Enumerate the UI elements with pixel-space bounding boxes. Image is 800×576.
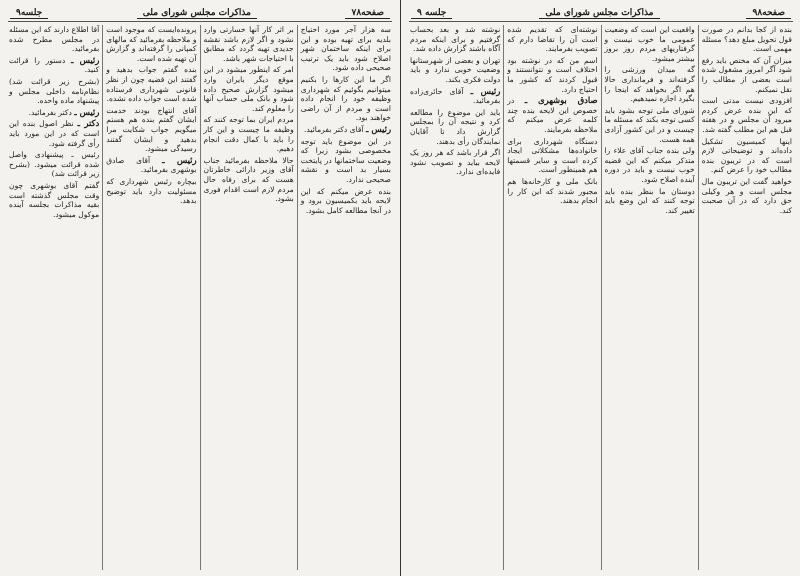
- paragraph-text: نوشته‌ای که تقدیم شده است آن را تقاضا دارم که تصویب بفرمایند.: [507, 25, 598, 54]
- paragraph-text: بانک ملی و کارخانه‌ها هم مجبور شدند که این کار را انجام بدهند.: [507, 176, 598, 206]
- paragraph-text: بیچاره رئیس شهرداری که مسئولیت دارد باید توضیح بدهد.: [106, 176, 197, 206]
- speaker-name: رئیس ـ: [470, 85, 501, 96]
- text-column: [102, 25, 199, 570]
- paragraph: [204, 115, 294, 153]
- paragraph: [106, 177, 196, 206]
- page-header: [10, 6, 390, 20]
- session-label: جلسه ۹: [411, 8, 452, 19]
- right-page: [400, 0, 800, 576]
- paragraph: [301, 137, 391, 185]
- text-column: [297, 25, 394, 570]
- paragraph: [605, 146, 695, 184]
- paragraph: [106, 106, 196, 154]
- speaker-name: رئیس ـ: [71, 54, 100, 65]
- paragraph-text: (بشرح زیر قرائت شد) نظام‌نامه داخلی مجلس و پیشنهاد ماده واحده.: [9, 76, 100, 106]
- paragraph-text: شورای ملی توجه بشود باید کسی توجه بکند که مسئله ما چیست و در این کشور آزادی همه هست.: [604, 105, 695, 144]
- paragraph-text: دستور را قرائت کنید.: [9, 55, 100, 75]
- paragraph-text: آقا اطلاع دارند که این مسئله در مجلس مطرح شده بفرمائید.: [9, 25, 100, 54]
- header-rule: [409, 21, 793, 22]
- paragraph-text: دکتر بفرمائید.: [28, 107, 72, 117]
- paragraph: [702, 137, 792, 175]
- paragraph-text: اگر ما این کارها را بکنیم میتوانیم بگوئیم که شهرداری وظیفه خود را انجام داده است و مردم از آن راضی خواهند بود.: [300, 74, 391, 123]
- paragraph: [702, 177, 792, 215]
- paragraph-text: تهران و بعضی از شهرستانها وضعیت خوبی ندارد و باید دولت فکری بکند.: [410, 55, 501, 84]
- page-header: [411, 6, 791, 20]
- paragraph-text: در خصوص این لایحه بنده چند کلمه عرض میکنم که ملاحظه بفرمایند.: [507, 96, 598, 134]
- paragraph: [301, 187, 391, 216]
- paragraph-text: واقعیت این است که وضعیت عمومی ما خوب نیست و گرفتاریهای مردم روز بروز بیشتر میشود.: [604, 25, 695, 63]
- paragraph: [301, 25, 391, 73]
- paragraph-text: حالا ملاحظه بفرمائید جناب آقای وزیر دارائی خاطرتان هست که برای رفاه حال مردم لازم است اقدام فوری بشود.: [203, 155, 294, 204]
- text-columns: [407, 25, 795, 570]
- paragraph: [605, 25, 695, 63]
- paragraph: [9, 181, 99, 219]
- paragraph-text: پرونده‌ایست که موجود است و ملاحظه بفرمائید که مالهای کمپانی را گرفته‌اند و گزارش آن تهیه شده است.: [106, 25, 197, 63]
- paragraph: [204, 25, 294, 63]
- header-rule: [8, 21, 392, 22]
- paragraph: [301, 75, 391, 123]
- session-label: جلسه۹: [10, 8, 48, 19]
- paragraph-text: مردم ایران بما توجه کنند که وظیفه ما چیست و این کار را باید با کمال دقت انجام دهیم.: [203, 115, 294, 154]
- paragraph: [507, 177, 597, 206]
- text-column: [200, 25, 297, 570]
- page-title: مذاکرات مجلس شورای ملی: [137, 8, 257, 19]
- paragraph: [204, 156, 294, 204]
- text-column: [503, 25, 600, 570]
- paragraph: [106, 65, 196, 103]
- paragraph-text: بنده گفتم جواب بدهید و گفتند این قضیه چون از نظر قانونی شهرداری فرستاده شده است جواب داده نشده.: [106, 65, 197, 104]
- text-column: [601, 25, 698, 570]
- text-column: [407, 25, 503, 570]
- paragraph-text: رئیس ـ پیشنهادی واصل شده قرائت میشود. (بشرح زیر قرائت شد): [9, 150, 100, 179]
- paragraph-text: سه هزار آجر مورد احتیاج بلدیه برای تهیه بوده و این برای اینکه ساختمان شهر اصلاح شود باید یک ترتیب صحیحی داده شود.: [300, 25, 391, 73]
- paragraph-text: بر اثر کار آنها خسارتی وارد نشود و اگر لازم باشد نقشه جدیدی تهیه گردد که مطابق با احتیاجات شهر باشد.: [203, 25, 294, 63]
- paragraph: [410, 56, 500, 85]
- paragraph-text: اینها کمیسیون تشکیل داده‌اند و توضیحاتی لازم است که در تریبون بنده مطالب خود را عرض کنم.: [701, 136, 792, 175]
- paragraph-text: دستگاه شهرداری برای خانواده‌ها مشکلاتی ایجاد کرده است و سایر قسمتها هم همینطور است.: [507, 136, 598, 175]
- text-columns: [6, 25, 394, 570]
- paragraph-text: گفتم آقای بوشهری چون وقت مجلس گذشته است بقیه مذاکرات بجلسه آینده موکول میشود.: [9, 180, 100, 219]
- paragraph: [106, 156, 196, 175]
- page-number: صفحه۹۸: [746, 8, 791, 19]
- paragraph-text: نوشته شد و بعد بحساب گرفتیم و برای اینکه مردم آگاه باشند گزارش داده شد.: [410, 25, 501, 54]
- paragraph: [410, 87, 500, 106]
- paragraph: [301, 125, 391, 135]
- paragraph-text: اسم من که در نوشته بود اختلاف است و نتوانستند و قبول کردند که کشور ما احتیاج دارد.: [507, 55, 598, 94]
- paragraph-text: بنده عرض میکنم که این لایحه باید بکمیسیون برود و در آنجا مطالعه کامل بشود.: [300, 186, 391, 215]
- paragraph: [702, 96, 792, 134]
- paragraph-text: در این موضوع باید توجه مخصوصی بشود زیرا که وضعیت ساختمانها در پایتخت بسیار بد است و نقشه صحیحی ندارد.: [300, 136, 391, 184]
- speaker-name: رئیس ـ: [366, 123, 391, 134]
- paragraph: [9, 108, 99, 118]
- paragraph: [507, 25, 597, 54]
- paragraph-text: آقای انتهاج بودند خدمت ایشان گفتم بنده هم هستم میگویم جواب شکایت مرا بدهید و ایشان گفتند رسیدگی میشود.: [106, 105, 197, 154]
- paragraph: [702, 25, 792, 54]
- text-column: [6, 25, 102, 570]
- paragraph-text: دوستان ما بنظر بنده باید توجه کنند که این وضع باید تغییر کند.: [604, 186, 695, 215]
- paragraph-text: آقای دکتر بفرمائید.: [303, 124, 364, 134]
- paragraph: [9, 56, 99, 75]
- paragraph: [507, 56, 597, 94]
- paragraph: [507, 96, 597, 134]
- paragraph-text: افزودی نیست مدتی است که این بنده عرض کردم میرود آن مجلس و در هفته قبل هم این مطلب گفته شد.: [701, 96, 792, 134]
- paragraph-text: آقای صادق بوشهری بفرمائید.: [106, 155, 197, 175]
- paragraph-text: امر که اینطور میشود در این موقع دیگر بایران وارد میشود گزارش صحیح داده شود و بانک ملی حساب آنها را معلوم کند.: [203, 65, 294, 113]
- text-column: [698, 25, 795, 570]
- paragraph-text: میزان آن که مختص باید رفع شود آگر امروز مشغول شده است بعضی از مطالب را نقل نمیکنم.: [701, 55, 792, 94]
- page-title: مذاکرات مجلس شورای ملی: [539, 8, 659, 19]
- speaker-name: دکتر ـ: [77, 118, 100, 129]
- paragraph: [410, 148, 500, 177]
- paragraph-text: ولی بنده جناب آقای علاء را متذکر میکنم که این قضیه خوب نیست و باید در دوره آینده اصلاح شود.: [604, 146, 695, 184]
- paragraph-text: خواهید گفت این تریبون مال مجلس است و هر وکیلی حق دارد که در آن صحبت کند.: [701, 176, 792, 215]
- paragraph-text: نظر اصول بنده این است که در این مورد باید رأی گرفته شود.: [9, 119, 100, 148]
- paragraph-text: آقای حائری‌زاده بفرمائید.: [410, 86, 501, 106]
- paragraph: [410, 25, 500, 54]
- paragraph: [605, 106, 695, 144]
- paragraph: [204, 65, 294, 113]
- paragraph: [702, 56, 792, 94]
- paragraph-text: باید این موضوع را مطالعه کرد و نتیجه آن را بمجلس گزارش داد تا آقایان نمایندگان رأی بدهند.: [410, 107, 501, 146]
- paragraph: [106, 25, 196, 63]
- page-number: صفحه۷۸: [345, 8, 390, 19]
- paragraph-text: اگر قرار باشد که هر روز یک لایحه بیاید و تصویب نشود فایده‌ای ندارد.: [410, 148, 501, 177]
- paragraph-text: بنده از کجا بدانم در صورت قول تحویل مبلغ دهد؟ مسئله مهمی است.: [701, 25, 792, 54]
- paragraph: [507, 137, 597, 175]
- paragraph: [9, 77, 99, 106]
- paragraph: [9, 119, 99, 148]
- paragraph: [605, 65, 695, 103]
- speaker-name: رئیس ـ: [162, 154, 197, 165]
- speaker-name: رئیس ـ: [74, 106, 100, 117]
- speaker-name: صادق بوشهری ـ: [524, 95, 598, 106]
- paragraph: [605, 187, 695, 216]
- paragraph: [9, 150, 99, 179]
- paragraph: [410, 108, 500, 146]
- paragraph-text: گه میدان ورزشی را گرفته‌اند و فرمانداری حالا هم اگر بخواهد که اینجا را بگیرد اجازه نمیدهیم.: [604, 65, 695, 104]
- paragraph: [9, 25, 99, 54]
